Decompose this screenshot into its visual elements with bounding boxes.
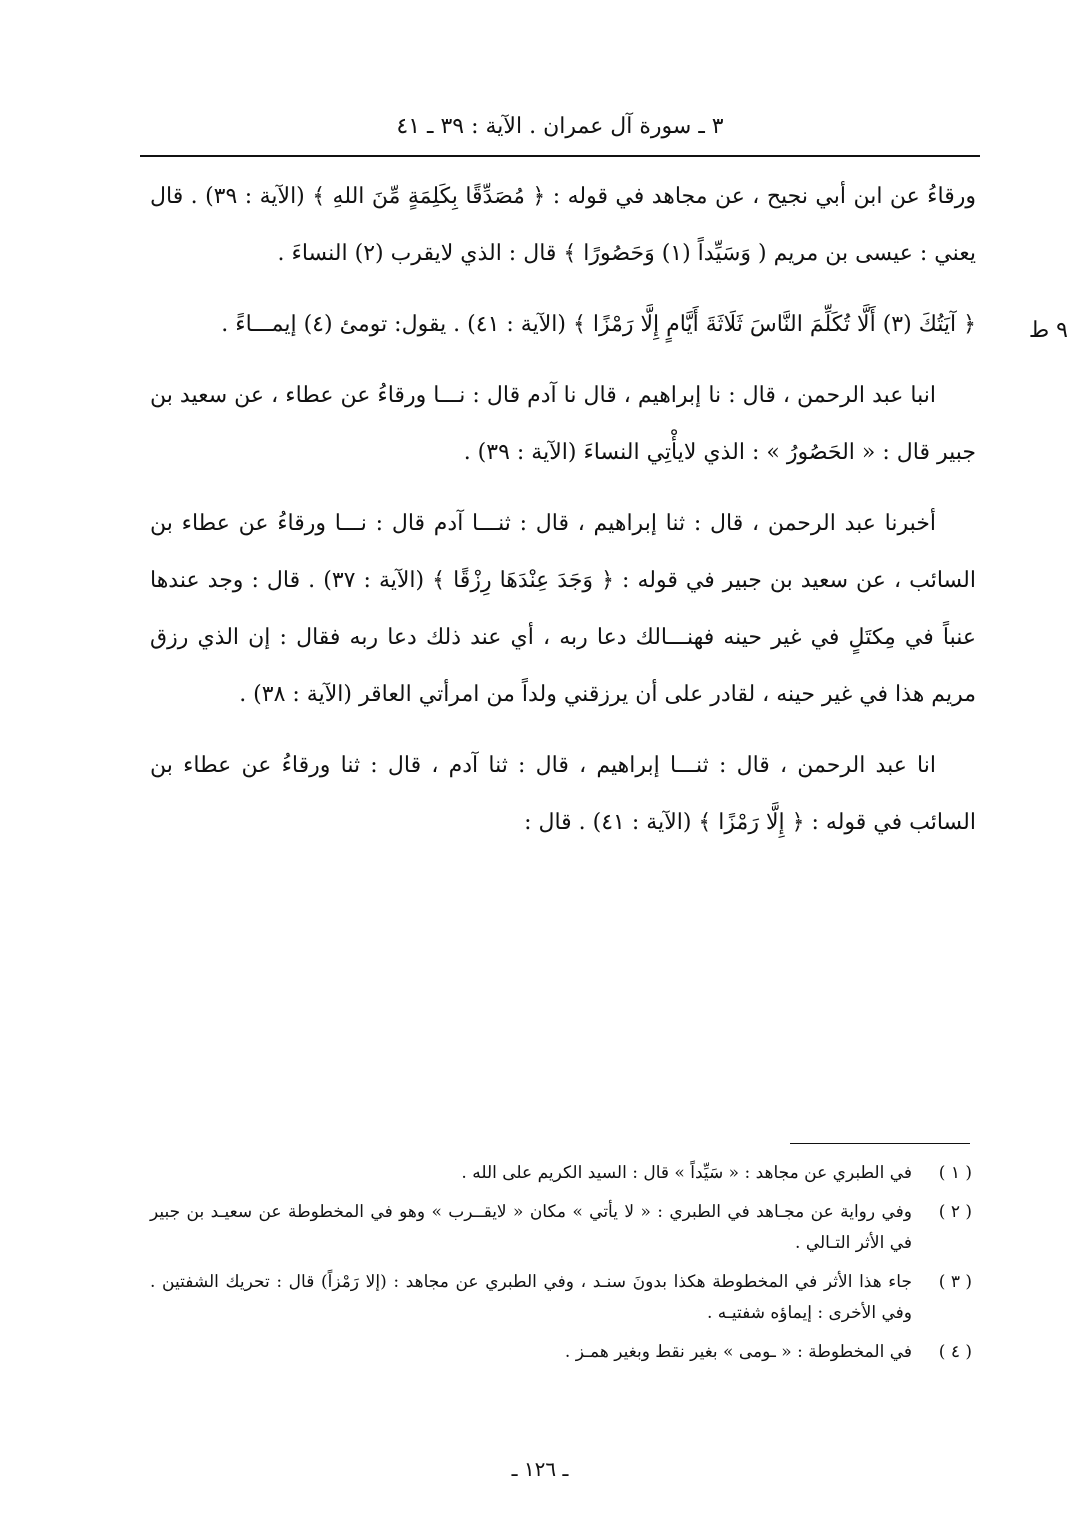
footnote-number: ( ٢ ) bbox=[938, 1202, 972, 1222]
footnote-text: وفي رواية عن مجـاهد في الطبري : « لا يأتي » مكان « لايقــرب » وهو في المخطوطة عن سعيـد بن جبير في الأثر التـالي . bbox=[150, 1202, 912, 1253]
margin-note: ٩ ط bbox=[1028, 318, 1068, 343]
footnote-4 bbox=[150, 1337, 972, 1368]
footnote-text: جاء هذا الأثر في المخطوطة هكذا بدونَ سنـد ، وفي الطبري عن مجاهد : (إلا رَمْزاً) قال : تحريك الشفتين . وفي الأخرى : إيماؤه شفتيـه . bbox=[150, 1272, 912, 1323]
footnote-number: ( ٣ ) bbox=[938, 1272, 972, 1292]
footnote-text: في الطبري عن مجاهد : « سَيِّداً » قال : السيد الكريم على الله . bbox=[461, 1163, 912, 1183]
page-number: ـ ١٢٦ ـ bbox=[511, 1457, 569, 1481]
footnotes bbox=[150, 1158, 972, 1376]
footnote-text: في المخطوطة : « ـومى » بغير نقط وبغير همـز . bbox=[564, 1342, 912, 1362]
paragraph-3: انبا عبد الرحمن ، قال : نا إبراهيم ، قال نا آدم قال : نـــا ورقاءُ عن عطاء ، عن سعيد بن جبير قال : « الحَصُورُ » : الذي لايأْتِي النساءَ (الآية : ٣٩) . bbox=[150, 383, 976, 465]
paragraph-2: ﴿ آيَتُكَ (٣) أَلَّا تُكَلِّمَ النَّاسَ ثَلَاثَةَ أَيَّامٍ إِلَّا رَمْزًا ﴾ (الآية : ٤١) . يقول: تومئ (٤) إيمـــاءً . bbox=[221, 312, 976, 337]
paragraph-1: ورقاءُ عن ابن أبي نجيح ، عن مجاهد في قوله : ﴿ مُصَدِّقًا بِكَلِمَةٍ مِّنَ اللهِ ﴾ (الآية : ٣٩) . قال يعني : عيسى بن مريم ( وَسَيِّداً (١) وَحَصُورًا ﴾ قال : الذي لايقرب (٢) النساءَ . bbox=[150, 184, 976, 266]
footnote-number: ( ١ ) bbox=[938, 1163, 972, 1183]
footnote-number: ( ٤ ) bbox=[938, 1342, 972, 1362]
header-divider bbox=[140, 155, 980, 157]
main-text bbox=[150, 168, 976, 865]
footnote-3 bbox=[150, 1267, 972, 1329]
footnote-2 bbox=[150, 1197, 972, 1259]
footnote-1 bbox=[150, 1158, 972, 1189]
running-header: ٣ ـ سورة آل عمران . الآية : ٣٩ ـ ٤١ bbox=[396, 114, 724, 139]
paragraph-4: أخبرنا عبد الرحمن ، قال : ثنا إبراهيم ، قال : ثنـــا آدم قال : نـــا ورقاءُ عن عطاء بن السائب ، عن سعيد بن جبير في قوله : ﴿ وَجَدَ عِنْدَهَا رِزْقًا ﴾ (الآية : ٣٧) . قال : وجد عندها عنباً في مِكتَلٍ في غير حينه فهنـــالك دعا ربه ، أي عند ذلك دعا ربه فقال : إن الذي رزق مريم هذا في غير حينه ، لقادر على أن يرزقني ولداً من امرأتي العاقر (الآية : ٣٨) . bbox=[150, 511, 976, 707]
paragraph-5: انا عبد الرحمن ، قال : ثنـــا إبراهيم ، قال : ثنا آدم ، قال : ثنا ورقاءُ عن عطاء بن السائب في قوله : ﴿ إِلَّا رَمْزًا ﴾ (الآية : ٤١) . قال : bbox=[150, 753, 976, 835]
footnote-divider bbox=[790, 1143, 970, 1144]
